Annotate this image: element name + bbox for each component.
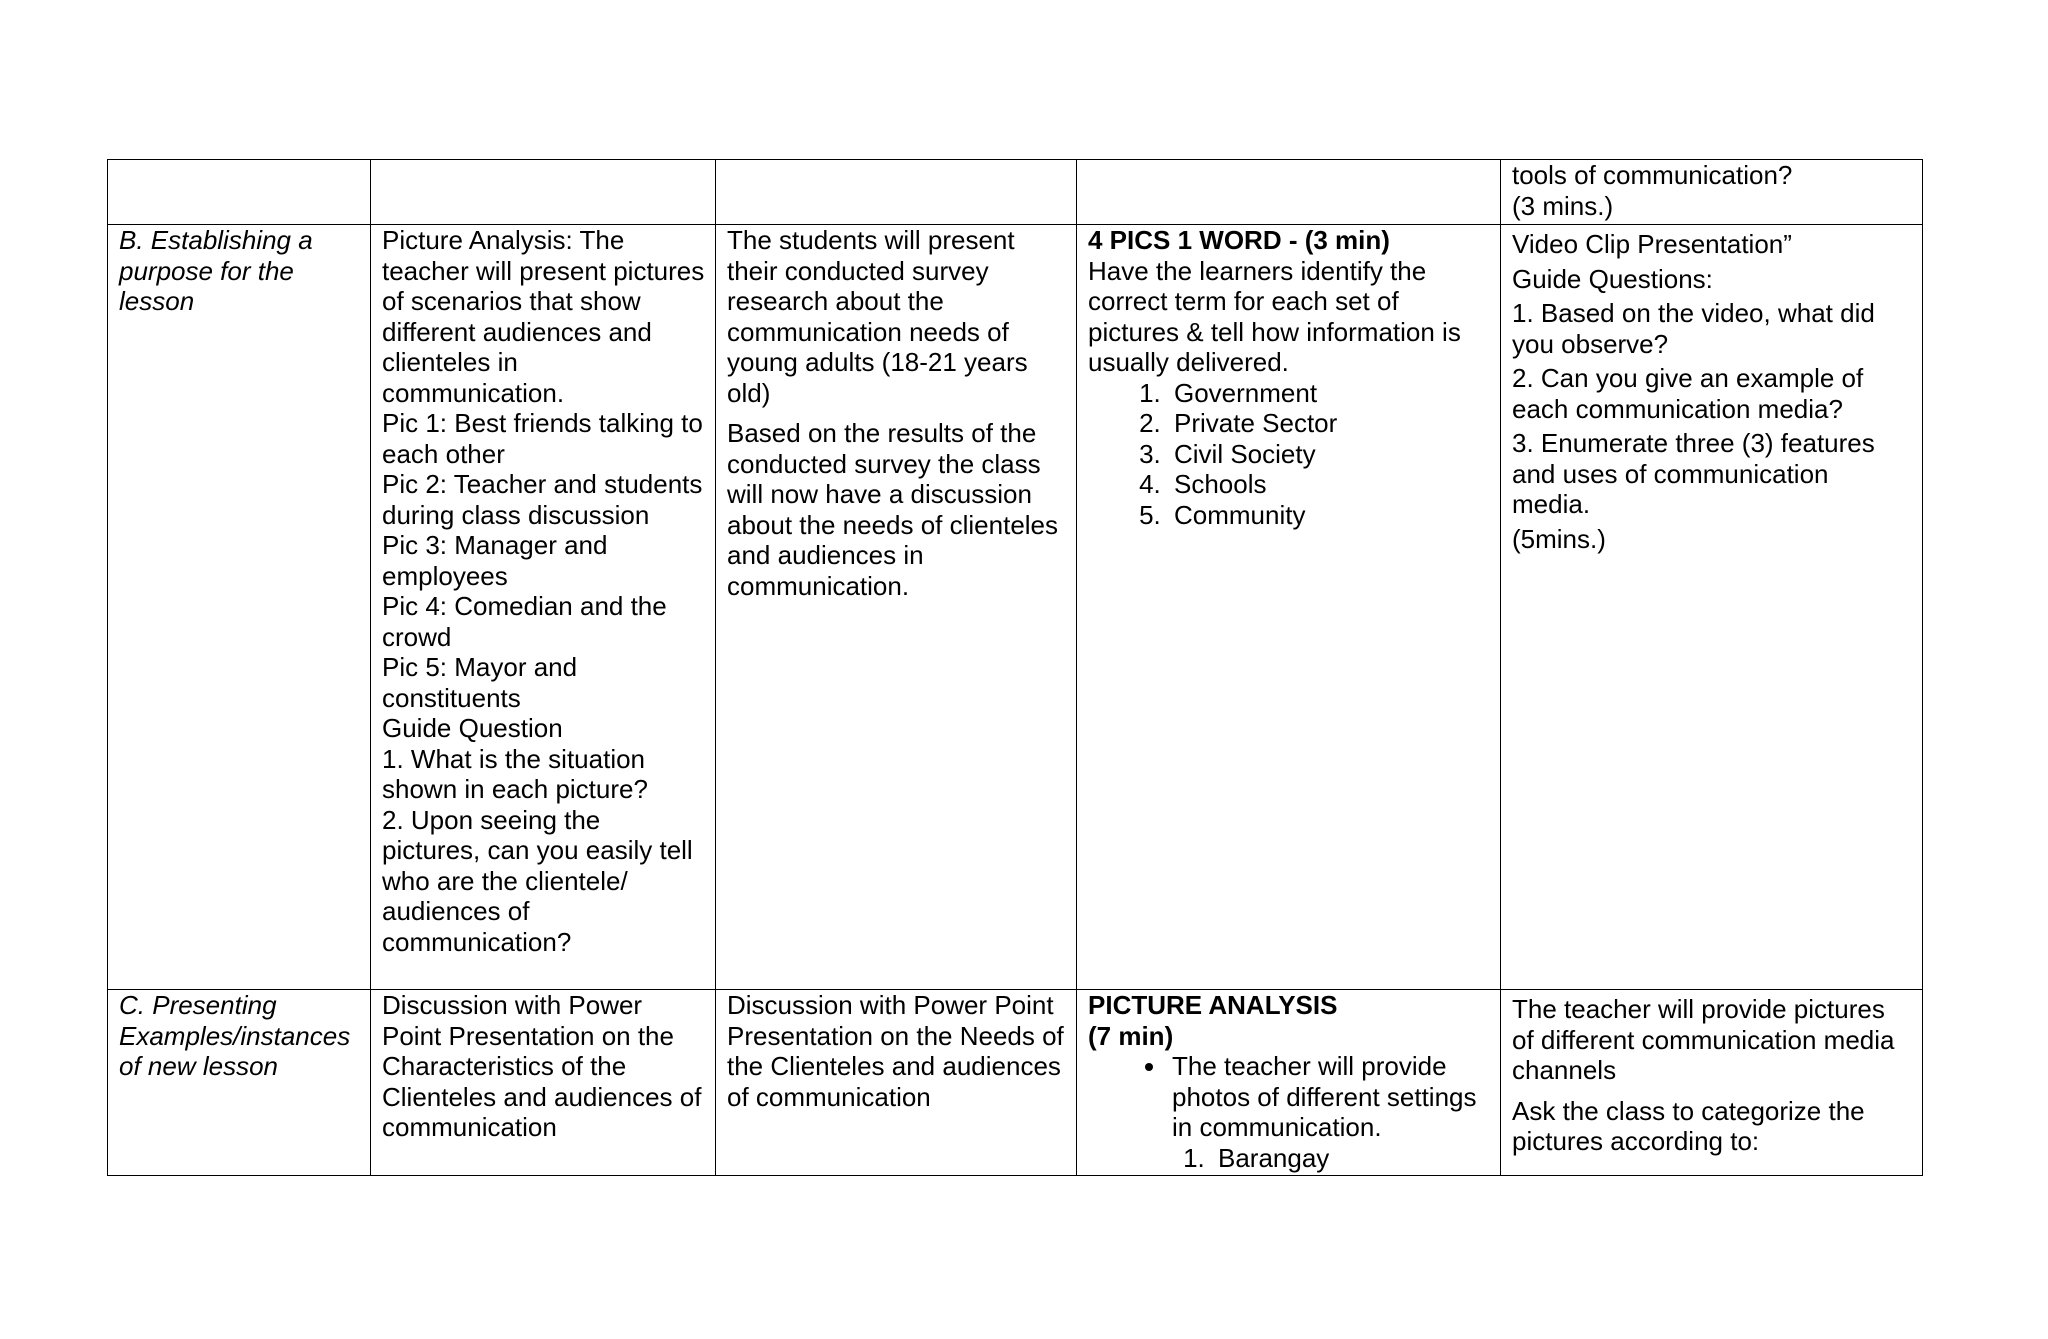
list-item-text: The teacher will provide photos of different settings in communication. — [1172, 1051, 1477, 1142]
list-item: 2. Private Sector — [1168, 408, 1490, 439]
activity-heading: PICTURE ANALYSIS — [1088, 990, 1338, 1020]
cell-text: Pic 4: Comedian and the crowd — [382, 591, 667, 652]
list-item: 1. Government — [1168, 378, 1490, 409]
row-label-cell — [108, 990, 371, 1176]
table-cell — [716, 225, 1077, 990]
table-cell — [1501, 990, 1923, 1176]
cell-text: Pic 2: Teacher and students during class discussion — [382, 469, 703, 530]
cell-paragraph: The teacher will provide pictures of different communication media channels — [1512, 994, 1895, 1085]
cell-paragraph: Have the learners identify the correct term for each set of pictures & tell how information is usually delivered. — [1088, 255, 1461, 377]
table-cell — [371, 160, 716, 225]
cell-text: 1. What is the situation shown in each picture? — [382, 743, 648, 804]
table-cell — [1077, 225, 1501, 990]
table-row — [108, 225, 1923, 990]
cell-text: Guide Question — [382, 713, 563, 743]
cell-paragraph: Based on the results of the conducted survey the class will now have a discussion about the needs of clienteles and audiences in communication. — [727, 418, 1059, 601]
cell-text: 2. Upon seeing the pictures, can you easily tell who are the clientele/ audiences of communication? — [382, 804, 693, 957]
list-item — [1168, 1051, 1490, 1173]
cell-text: (5mins.) — [1512, 523, 1606, 554]
cell-text: Pic 3: Manager and employees — [382, 530, 608, 591]
list-item: 5. Community — [1168, 500, 1490, 531]
numbered-list — [1088, 378, 1490, 531]
table-cell — [716, 160, 1077, 225]
lesson-plan-table — [107, 159, 1923, 1176]
table-cell — [108, 160, 371, 225]
row-label-cell — [108, 225, 371, 990]
table-cell — [1501, 160, 1923, 225]
table-cell — [716, 990, 1077, 1176]
row-label: B. Establishing a purpose for the lesson — [119, 225, 313, 316]
cell-text: 1. Based on the video, what did you observe? — [1512, 298, 1875, 359]
cell-text: Guide Questions: — [1512, 263, 1713, 294]
list-item: 4. Schools — [1168, 469, 1490, 500]
activity-duration: (7 min) — [1088, 1020, 1174, 1051]
cell-text: Pic 1: Best friends talking to each other — [382, 408, 703, 469]
cell-text: Video Clip Presentation” — [1512, 229, 1792, 259]
list-item: 1. Barangay — [1212, 1143, 1490, 1174]
cell-paragraph: The students will present their conducted survey research about the communication needs of young adults (18-21 years old) — [727, 225, 1028, 408]
table-row — [108, 160, 1923, 225]
table-row — [108, 990, 1923, 1176]
table-cell — [1077, 160, 1501, 225]
cell-text: 2. Can you give an example of each communication media? — [1512, 363, 1864, 424]
cell-text: Picture Analysis: The teacher will present pictures of scenarios that show different audiences and clienteles in communication. — [382, 225, 705, 408]
cell-paragraph: Discussion with Power Point Presentation on the Needs of the Clienteles and audiences of communication — [727, 990, 1064, 1112]
table-cell — [371, 990, 716, 1176]
cell-text: 3. Enumerate three (3) features and uses of communication media. — [1512, 428, 1875, 519]
cell-text: tools of communication? — [1512, 160, 1793, 190]
table-cell — [1501, 225, 1923, 990]
row-label: C. Presenting Examples/instances of new lesson — [119, 990, 351, 1081]
cell-paragraph: Ask the class to categorize the pictures according to: — [1512, 1095, 1865, 1156]
cell-text: Pic 5: Mayor and constituents — [382, 652, 578, 713]
cell-paragraph: Discussion with Power Point Presentation on the Characteristics of the Clienteles and audiences of communication — [382, 990, 702, 1142]
cell-text: (3 mins.) — [1512, 190, 1614, 221]
activity-heading: 4 PICS 1 WORD - (3 min) — [1088, 225, 1390, 255]
numbered-sublist — [1172, 1143, 1490, 1174]
list-item: 3. Civil Society — [1168, 439, 1490, 470]
bulleted-list — [1088, 1051, 1490, 1173]
table-cell — [371, 225, 716, 990]
table-cell — [1077, 990, 1501, 1176]
